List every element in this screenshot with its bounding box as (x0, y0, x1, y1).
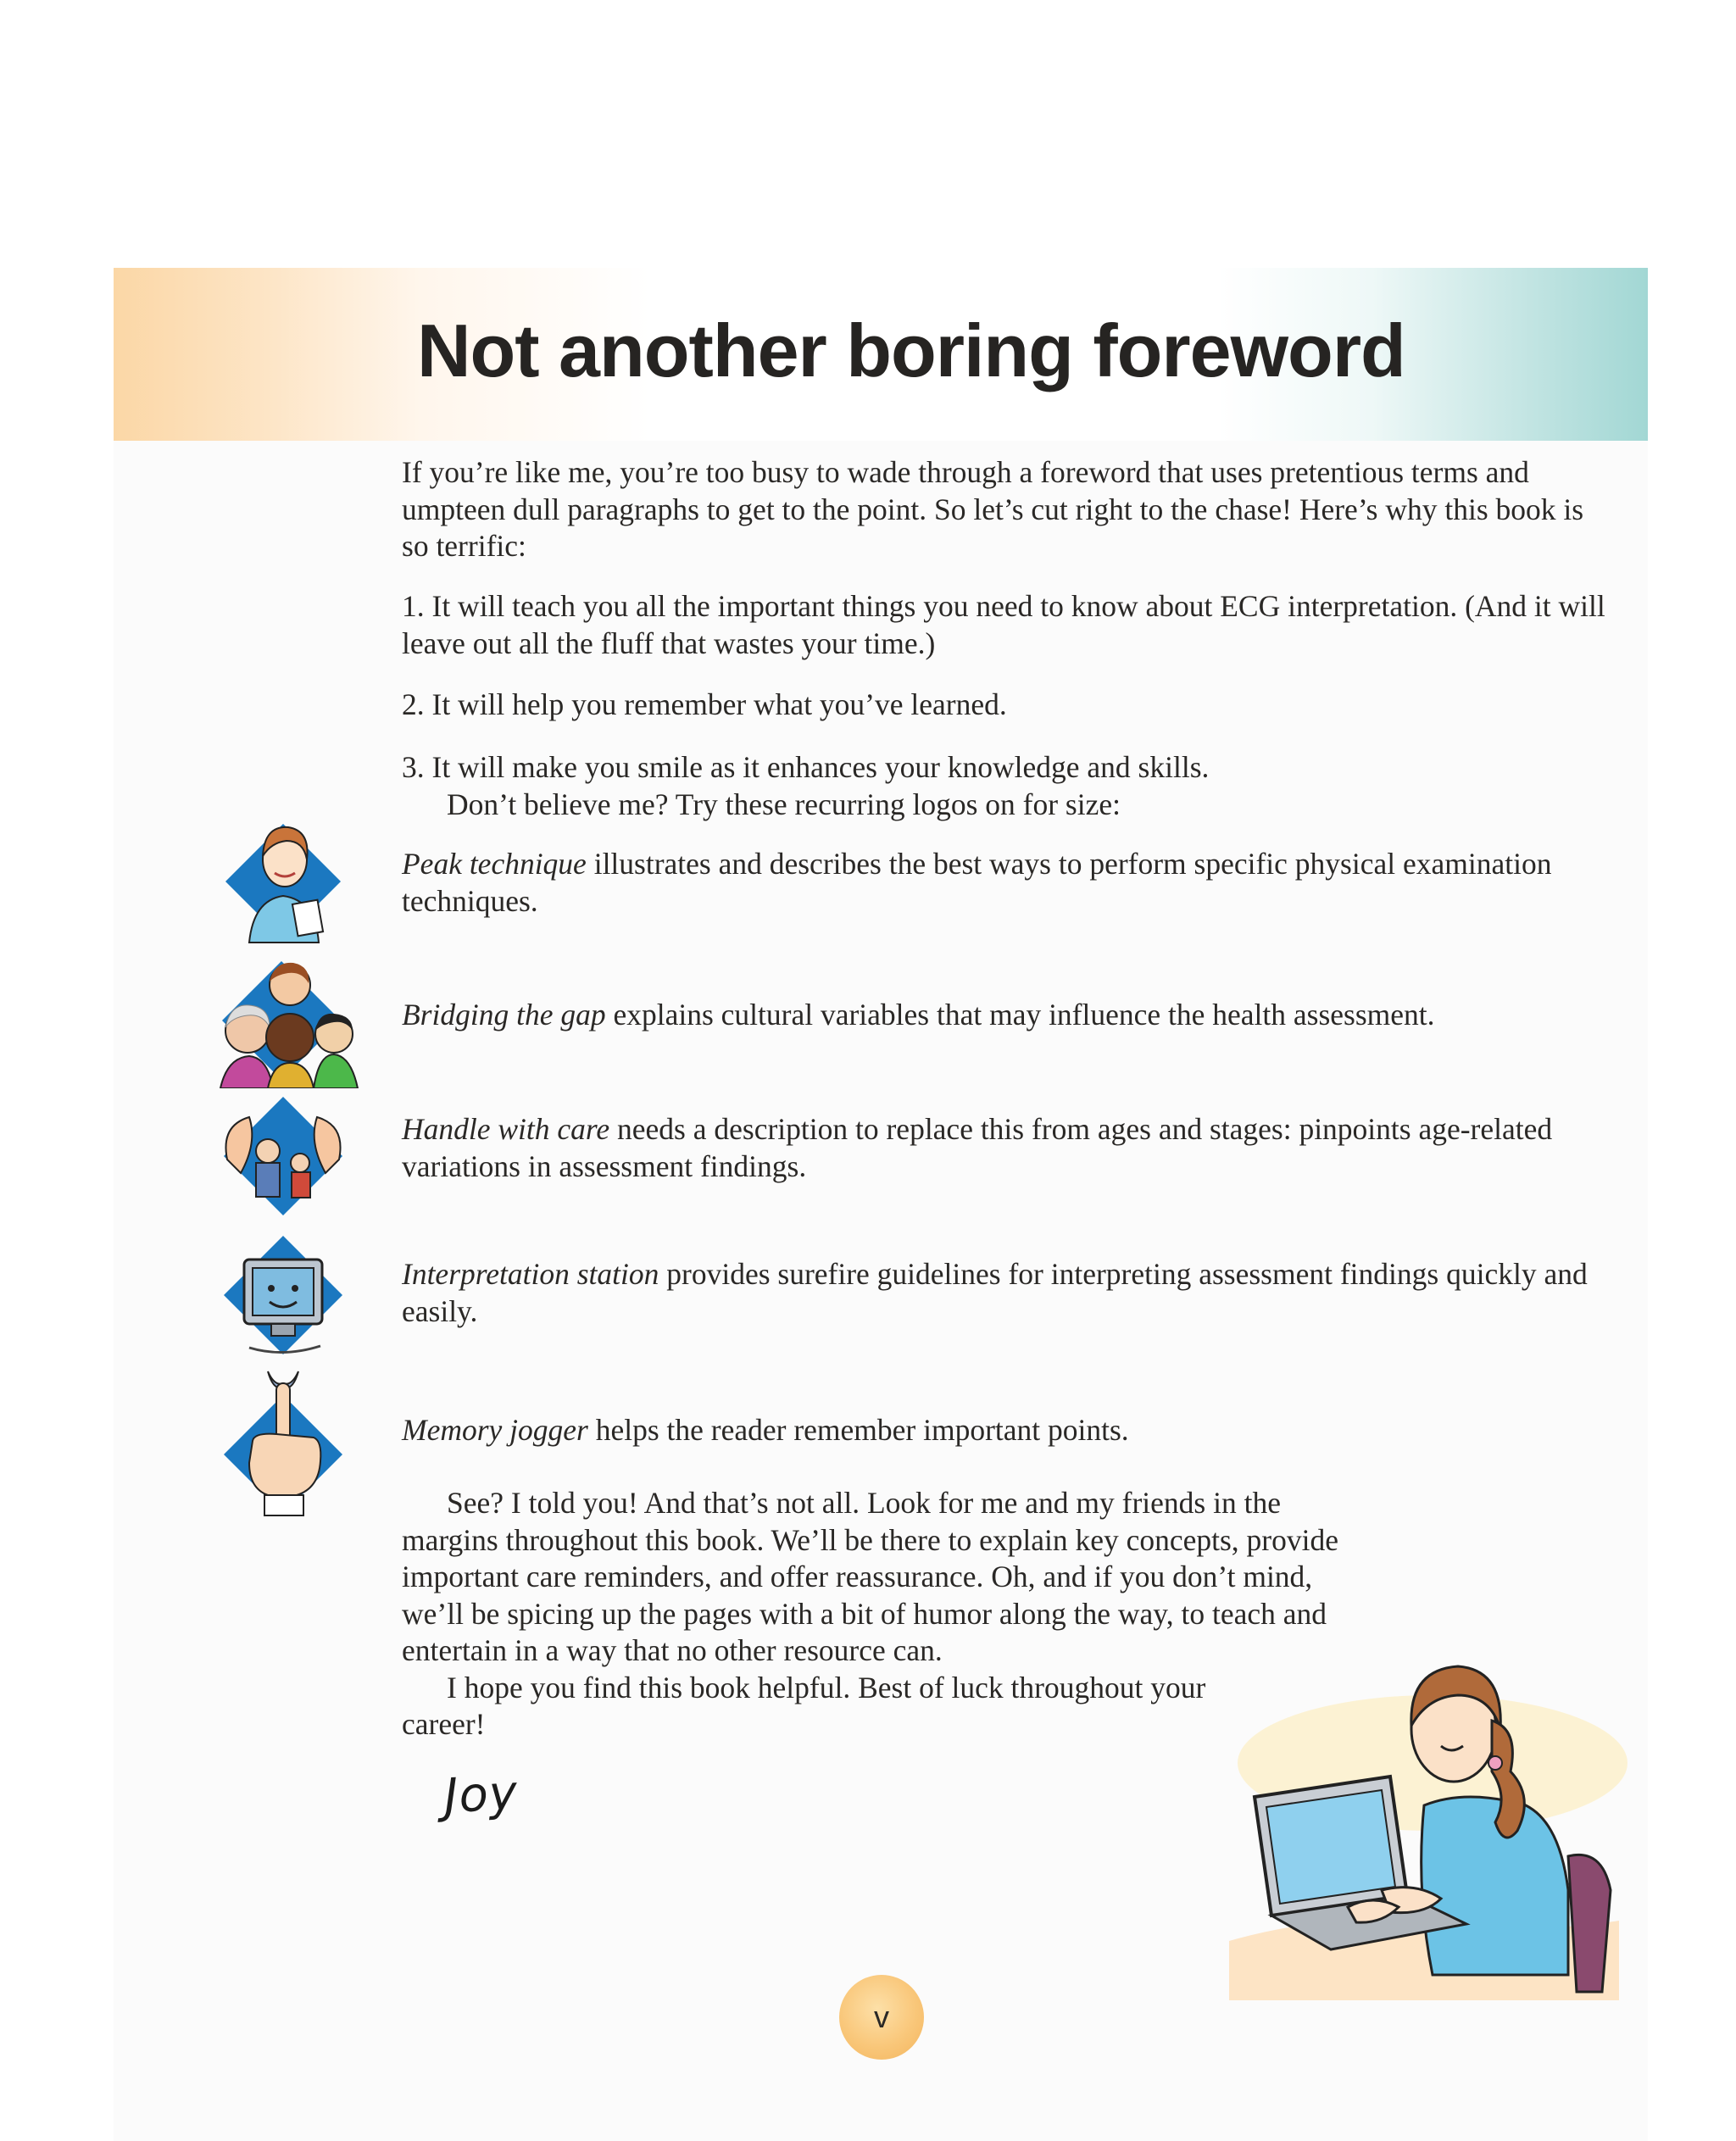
signature: Joy (442, 1765, 520, 1825)
logo-interpretation-station (402, 1256, 1605, 1330)
intro-block (402, 454, 1605, 565)
finger-bow-icon (215, 1361, 351, 1527)
logo-description: provides surefire guidelines for interpreting assessment findings quickly and easily. (402, 1257, 1588, 1328)
diverse-people-icon (197, 953, 366, 1093)
logo-name: Peak technique (402, 847, 587, 881)
page-number: v (874, 1999, 889, 2034)
logo-description: explains cultural variables that may influence the health assessment. (605, 998, 1435, 1032)
hands-family-icon (215, 1092, 351, 1232)
closing-paragraph-2: I hope you find this book helpful. Best of luck throughout your career! (402, 1670, 1206, 1741)
logo-peak-technique (402, 846, 1605, 920)
logo-name: Bridging the gap (402, 998, 606, 1032)
point-2-block (402, 687, 1605, 724)
logos-lead: Don’t believe me? Try these recurring logos on for size: (447, 787, 1121, 821)
point-2: 2. It will help you remember what you’ve learned. (402, 687, 1007, 721)
page-title: Not another boring foreword (417, 309, 1405, 392)
logo-description: helps the reader remember important points. (587, 1413, 1129, 1447)
point-1-block (402, 588, 1605, 662)
logo-description: illustrates and describes the best ways to perform specific physical examination techniques. (402, 847, 1552, 918)
point-1: 1. It will teach you all the important things you need to know about ECG interpretation. (And it will leave out all the fluff that wastes your time.) (402, 589, 1605, 660)
logo-name: Handle with care (402, 1112, 610, 1146)
logo-memory-jogger (402, 1412, 1605, 1449)
logo-handle-with-care (402, 1111, 1605, 1185)
closing-paragraph-1: See? I told you! And that’s not all. Look for me and my friends in the margins throughout this book. We’ll be there to explain key concepts, provide important care reminders, and offer reassurance. Oh, and if you don’t mind, we’ll be spicing up the pages with a bit of humor along the way, to teach and entertain in a way that no other resource can. (402, 1486, 1338, 1667)
logo-name: Interpretation station (402, 1257, 659, 1291)
intro-paragraph: If you’re like me, you’re too busy to wade through a foreword that uses pretentious terms and umpteen dull paragraphs to get to the point. So let’s cut right to the chase! Here’s why this book is so terrific: (402, 455, 1584, 563)
point-3-block (402, 749, 1605, 823)
logo-name: Memory jogger (402, 1413, 588, 1447)
nurse-icon (215, 807, 351, 955)
point-3: 3. It will make you smile as it enhances your knowledge and skills. (402, 750, 1210, 784)
logo-bridging-the-gap (402, 997, 1605, 1034)
logo-description: needs a description to replace this from ages and stages: pinpoints age-related variations in assessment findings. (402, 1112, 1553, 1183)
computer-monitor-icon (215, 1231, 351, 1371)
woman-at-laptop-illustration (1212, 1636, 1653, 2005)
page-number-badge (839, 1975, 924, 2060)
